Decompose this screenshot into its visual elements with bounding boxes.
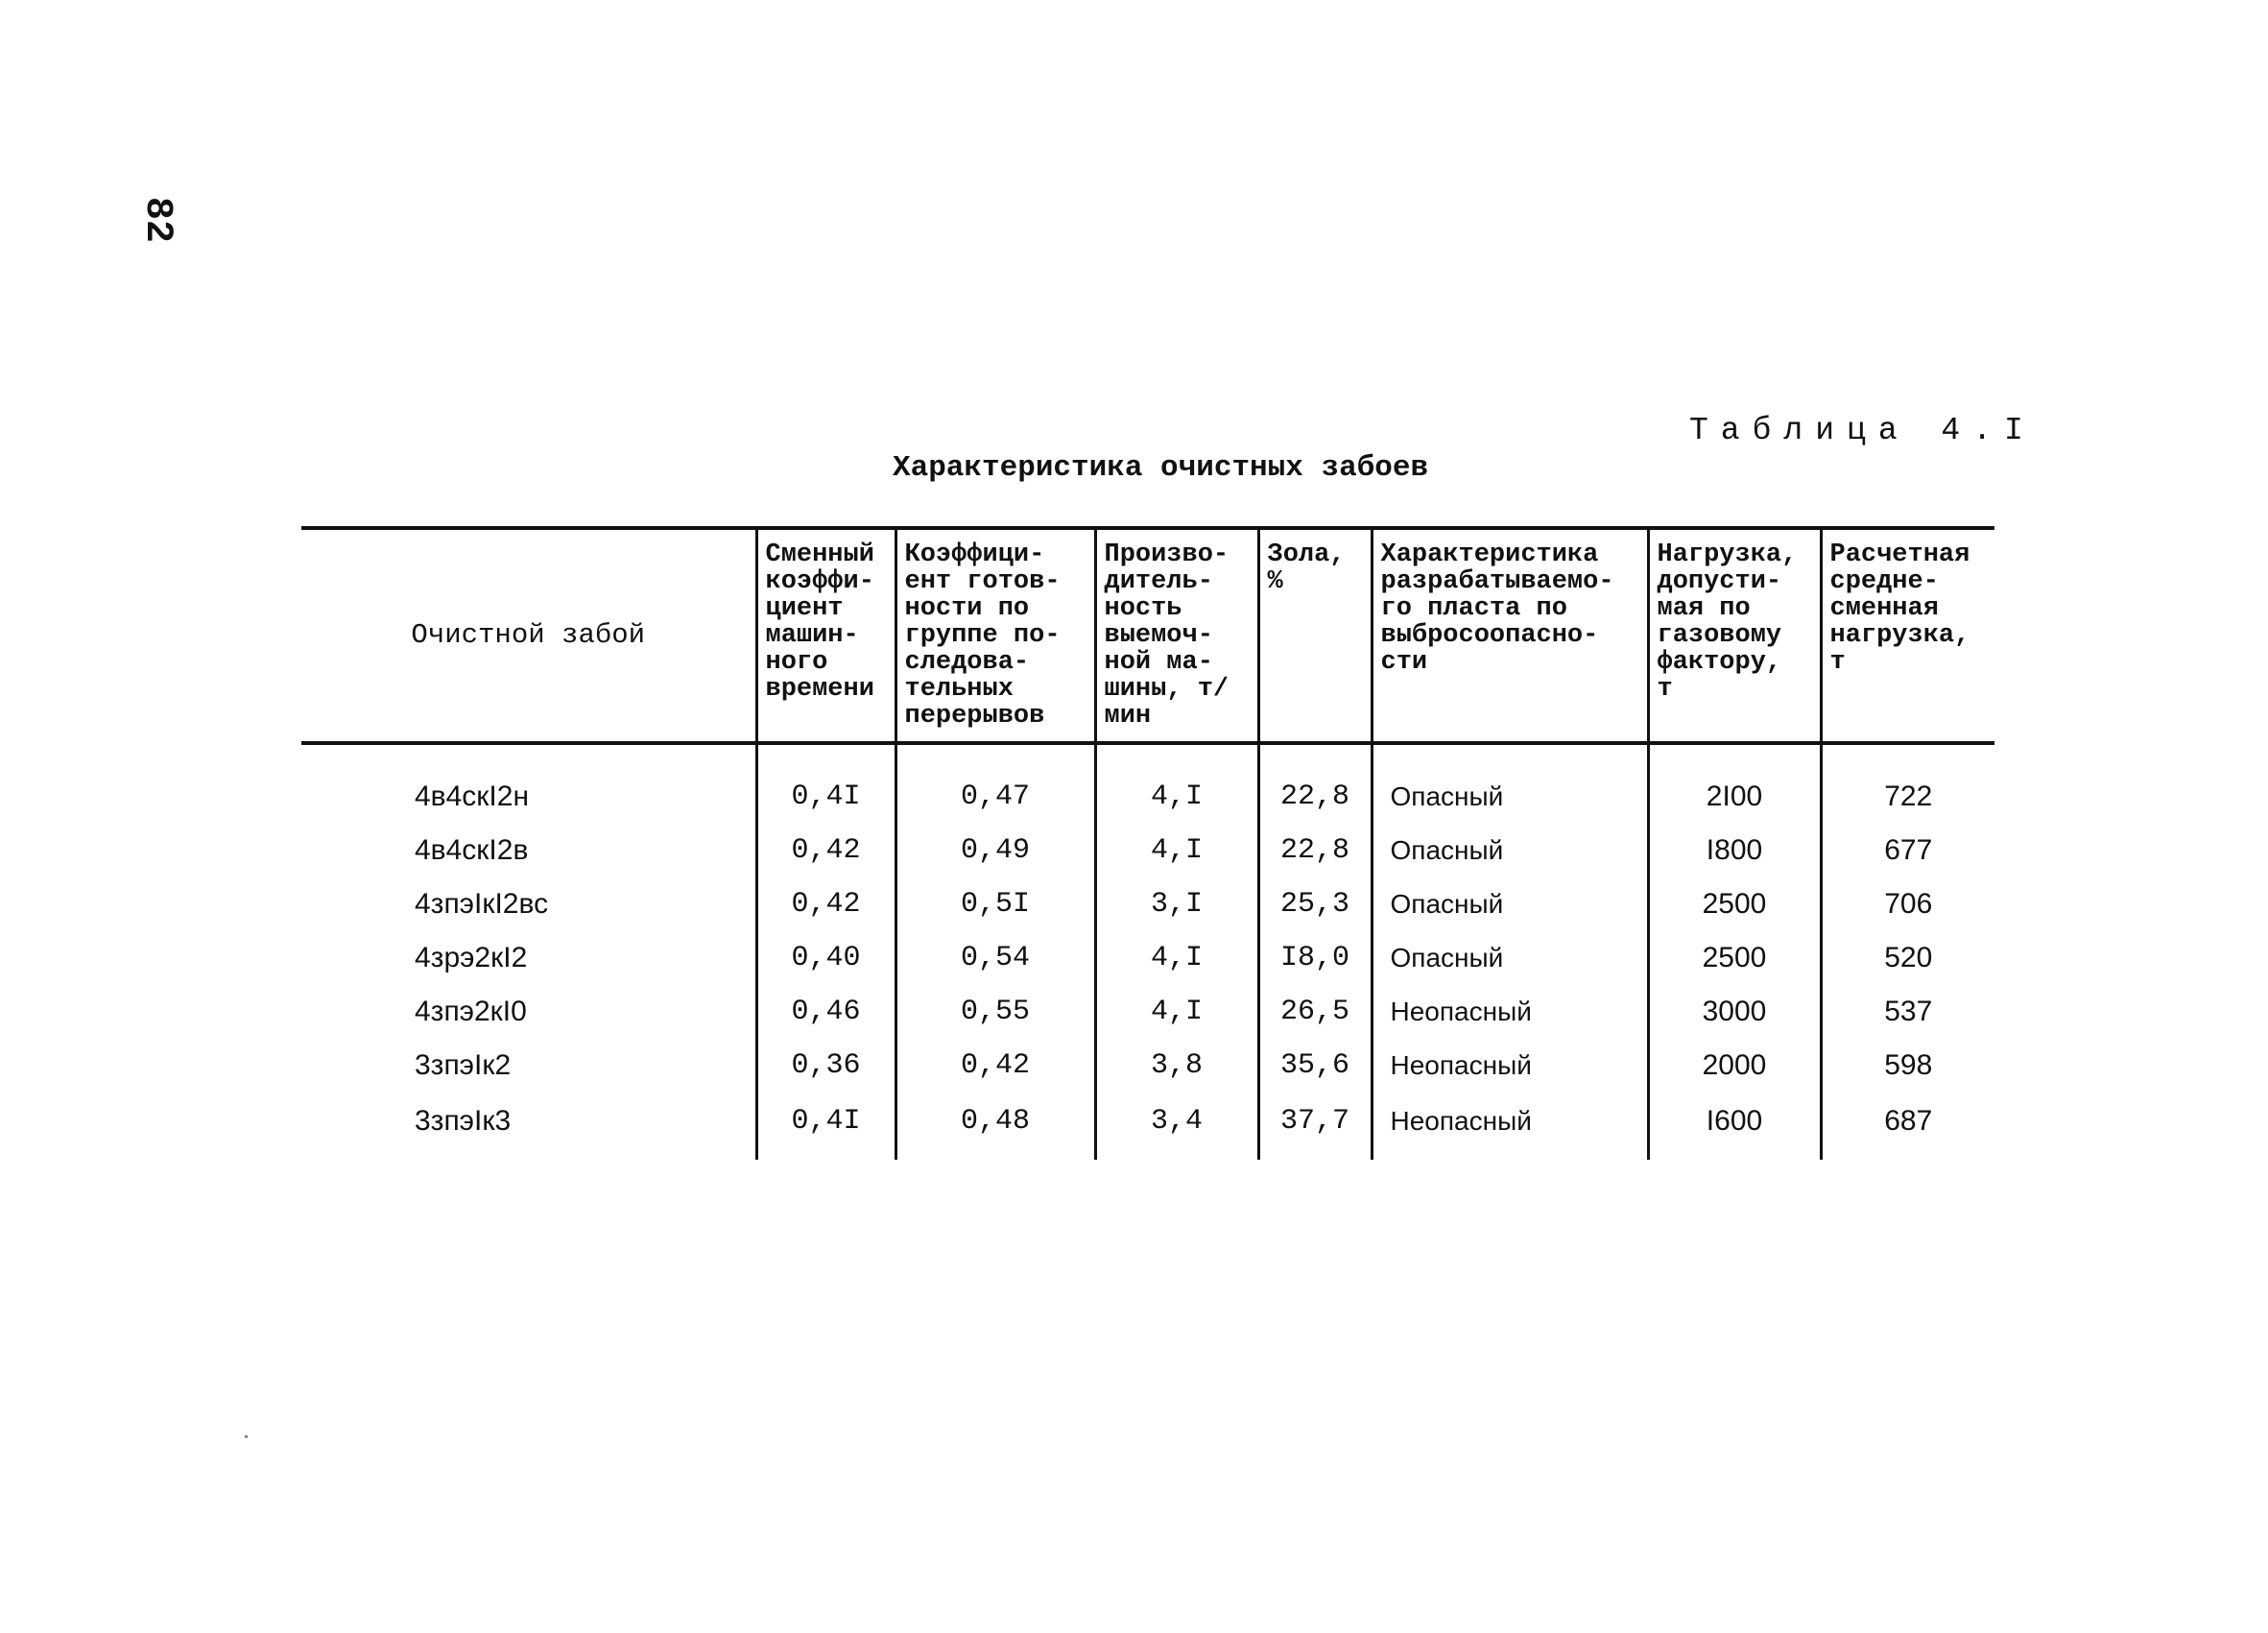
- cell-ash: 25,3: [1258, 877, 1372, 931]
- cell-productivity: 4,I: [1095, 931, 1258, 985]
- cell-readiness-coef: 0,55: [895, 985, 1095, 1039]
- cell-gas-load: 3000: [1648, 985, 1821, 1039]
- column-header: Зола, %: [1258, 528, 1372, 743]
- cell-productivity: 4,I: [1095, 770, 1258, 824]
- table-row: [301, 824, 1994, 877]
- table-row: [301, 770, 1994, 824]
- table-row: [301, 877, 1994, 931]
- cell-calc-load: 687: [1821, 1093, 1994, 1160]
- cell-productivity: 3,8: [1095, 1039, 1258, 1093]
- column-header: Очистной забой: [301, 528, 756, 743]
- cell-calc-load: 520: [1821, 931, 1994, 985]
- cell-calc-load: 706: [1821, 877, 1994, 931]
- cell-calc-load: 537: [1821, 985, 1994, 1039]
- cell-gas-load: 2000: [1648, 1039, 1821, 1093]
- cell-face: 4зпэ2кI0: [415, 996, 527, 1027]
- cell-hazard: Опасный: [1372, 770, 1648, 824]
- cell-gas-load: 2500: [1648, 931, 1821, 985]
- cell-ash: 26,5: [1258, 985, 1372, 1039]
- data-table: [301, 526, 1994, 1160]
- cell-hazard: Неопасный: [1372, 1093, 1648, 1160]
- cell-productivity: 3,I: [1095, 877, 1258, 931]
- cell-hazard: Опасный: [1372, 931, 1648, 985]
- column-header: Коэффици- ент готов- ности по группе по- следова- тельных перерывов: [895, 528, 1095, 743]
- cell-hazard: Неопасный: [1372, 1039, 1648, 1093]
- cell-ash: 22,8: [1258, 824, 1372, 877]
- table-row: [301, 1093, 1994, 1160]
- cell-gas-load: I600: [1648, 1093, 1821, 1160]
- column-header: Расчетная средне- сменная нагрузка, т: [1821, 528, 1994, 743]
- header-row: [301, 528, 1994, 743]
- table-row: [301, 985, 1994, 1039]
- column-header: Произво- дитель- ность выемоч- ной ма- шины, т/мин: [1095, 528, 1258, 743]
- table-title: Характеристика очистных забоев: [893, 451, 1429, 485]
- cell-productivity: 3,4: [1095, 1093, 1258, 1160]
- cell-productivity: 4,I: [1095, 824, 1258, 877]
- cell-readiness-coef: 0,47: [895, 770, 1095, 824]
- cell-ash: 37,7: [1258, 1093, 1372, 1160]
- cell-face: 3зпэIк2: [415, 1049, 512, 1081]
- cell-ash: I8,0: [1258, 931, 1372, 985]
- cell-shift-coef: 0,4I: [756, 770, 895, 824]
- cell-shift-coef: 0,40: [756, 931, 895, 985]
- cell-calc-load: 722: [1821, 770, 1994, 824]
- cell-productivity: 4,I: [1095, 985, 1258, 1039]
- spacer-row: [301, 743, 1994, 770]
- cell-ash: 22,8: [1258, 770, 1372, 824]
- cell-face: 4зпэIкI2вс: [415, 888, 549, 920]
- cell-shift-coef: 0,4I: [756, 1093, 895, 1160]
- cell-calc-load: 598: [1821, 1039, 1994, 1093]
- cell-gas-load: I800: [1648, 824, 1821, 877]
- cell-gas-load: 2500: [1648, 877, 1821, 931]
- column-header: Сменный коэффи- циент машин- ного времени: [756, 528, 895, 743]
- cell-shift-coef: 0,42: [756, 824, 895, 877]
- cell-hazard: Опасный: [1372, 877, 1648, 931]
- cell-gas-load: 2I00: [1648, 770, 1821, 824]
- cell-hazard: Опасный: [1372, 824, 1648, 877]
- cell-face: 4в4скI2н: [415, 780, 530, 812]
- cell-face: 4зрэ2кI2: [415, 942, 528, 973]
- table-container: [301, 526, 1994, 1160]
- column-header: Нагрузка, допусти- мая по газовому фактору, т: [1648, 528, 1821, 743]
- cell-shift-coef: 0,36: [756, 1039, 895, 1093]
- cell-hazard: Неопасный: [1372, 985, 1648, 1039]
- table-row: [301, 931, 1994, 985]
- cell-readiness-coef: 0,5I: [895, 877, 1095, 931]
- cell-ash: 35,6: [1258, 1039, 1372, 1093]
- cell-calc-load: 677: [1821, 824, 1994, 877]
- cell-readiness-coef: 0,49: [895, 824, 1095, 877]
- cell-face: 3зпэIк3: [415, 1105, 512, 1137]
- table-row: [301, 1039, 1994, 1093]
- cell-readiness-coef: 0,48: [895, 1093, 1095, 1160]
- cell-shift-coef: 0,42: [756, 877, 895, 931]
- column-header: Характеристика разрабатываемо- го пласта по выбросоопасно- сти: [1372, 528, 1648, 743]
- cell-readiness-coef: 0,42: [895, 1039, 1095, 1093]
- cell-shift-coef: 0,46: [756, 985, 895, 1039]
- scan-speck: [245, 1435, 248, 1438]
- cell-readiness-coef: 0,54: [895, 931, 1095, 985]
- cell-face: 4в4скI2в: [415, 834, 529, 866]
- table-label: Таблица 4.I: [1689, 413, 2036, 448]
- page-number: 82: [135, 197, 179, 244]
